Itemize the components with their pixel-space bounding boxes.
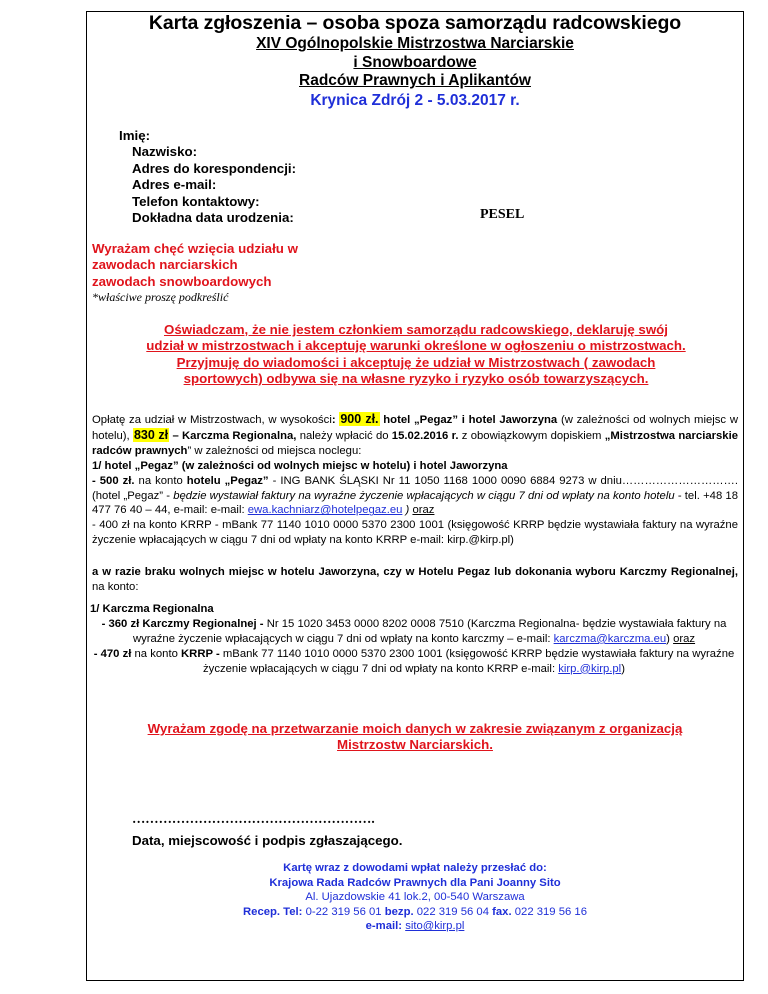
payment-text: - 500 zł. — [92, 474, 135, 487]
hotel-email-link[interactable]: ewa.kachniarz@hotelpegaz.eu — [247, 504, 403, 517]
participation-choice — [92, 241, 298, 290]
payment-text: z obowiązkowym dopiskiem — [458, 429, 605, 442]
payment-text: będzie wystawiał faktury na wyraźne życzenie wpłacających w ciągu 7 dni od wpłaty na konto hotelu — [173, 489, 675, 502]
payment-text: ) — [402, 504, 413, 517]
payment-text: hotel „Pegaz” i hotel Jaworzyna — [379, 414, 558, 426]
payment-text: Opłatę za udział w Mistrzostwach, w wysokości — [92, 414, 332, 426]
karczma-heading: 1/ Karczma Regionalna — [90, 603, 214, 615]
footer-recipient: Krajowa Rada Radców Prawnych dla Pani Joanny Sito — [269, 876, 561, 889]
signature-line: ………………………………………………. — [132, 811, 375, 826]
footer-email-link[interactable]: sito@kirp.pl — [405, 920, 465, 933]
footer-text: 022 319 56 04 — [413, 905, 493, 918]
karczma-text: - 470 zł — [93, 647, 132, 660]
footer-text: e-mail: — [365, 920, 403, 933]
signature-block — [132, 808, 402, 852]
event-name-line2: i Snowboardowe — [353, 53, 477, 71]
consent-line1: Wyrażam zgodę na przetwarzanie moich danych w zakresie związanym z organizacją — [147, 721, 683, 736]
birth-date-label: Dokładna data urodzenia: — [132, 210, 294, 226]
event-place-date: Krynica Zdrój 2 - 5.03.2017 r. — [310, 91, 520, 109]
declaration-line2: udział w mistrzostwach i akceptuję warunki określone w ogłoszeniu o mistrzostwach. — [146, 338, 686, 354]
payment-text: ” w zależności od miejsca noclegu: — [187, 444, 362, 457]
payment-text: – Karczma Regionalna, — [169, 429, 297, 442]
phone-label: Telefon kontaktowy: — [132, 193, 260, 209]
payment-text: - tel. +48 18 477 76 40 – 44, e-mail: e-mail: — [92, 489, 738, 517]
payment-section — [92, 412, 738, 548]
payment-text: (w zależności od wolnych miejsc w hotelu), — [92, 414, 738, 442]
karczma-text: na konto — [131, 647, 182, 660]
alternative-text: a w razie braku wolnych miejsc w hotelu Jaworzyna, czy w Hotelu Pegaz lub dokonania wyboru Karczmy Regionalnej, — [92, 566, 738, 578]
declaration-line1: Oświadczam, że nie jestem członkiem samorządu radcowskiego, deklaruję swój — [164, 322, 668, 337]
krrp-email-link[interactable]: kirp.@kirp.pl — [558, 662, 622, 675]
header — [86, 11, 744, 110]
underline-note: *właściwe proszę podkreślić — [92, 290, 229, 304]
declaration — [96, 322, 736, 387]
fee-amount-hotel: 900 zł. — [340, 412, 379, 426]
transfer-title: „Mistrzostwa narciarskie radców prawnych — [92, 429, 738, 457]
payment-text: na konto — [134, 474, 187, 487]
payment-paragraph — [92, 412, 738, 459]
karczma-text: ) — [666, 632, 674, 645]
footer-text: fax. — [492, 905, 512, 918]
payment-text: na konto KRRP - mBank 77 1140 1010 0000 5370 2300 1001 (księgowość KRRP będzie wystawiała faktury na wyraźne życzenie wpłacających w ciągu 7 dni od wpłaty na konto KRRP e-mail: kirp.@kirp.pl) — [92, 519, 738, 547]
payment-text: hotelu „Pegaz” — [186, 474, 269, 487]
page-title: Karta zgłoszenia – osoba spoza samorządu radcowskiego — [148, 12, 682, 34]
data-processing-consent — [92, 721, 738, 754]
address-label: Adres do korespondencji: — [132, 160, 297, 176]
karczma-email-link[interactable]: karczma@karczma.eu — [553, 632, 667, 645]
hotel-pegaz-account — [92, 474, 738, 519]
email-label: Adres e-mail: — [132, 177, 217, 193]
karczma-text: mBank 77 1140 1010 0000 5370 2300 1001 (księgowość KRRP będzie wystawiała faktury na wyraźne życzenie wpłacających w ciągu 7 dni od wpłaty na konto KRRP e-mail: — [203, 647, 735, 675]
event-name-line1: XIV Ogólnopolskie Mistrzostwa Narciarskie — [256, 35, 574, 52]
payment-text: : — [331, 414, 340, 426]
snowboard-option: zawodach snowboardowych — [92, 273, 272, 289]
participation-line1: Wyrażam chęć wzięcia udziału w — [92, 241, 298, 256]
hotel-option-heading: 1/ hotel „Pegaz” (w zależności od wolnych miejsc w hotelu) i hotel Jaworzyna — [92, 459, 508, 472]
karczma-text: ) — [621, 662, 625, 675]
footer-email — [86, 919, 744, 934]
declaration-line4: sportowych) odbywa się na własne ryzyko i ryzyko osób towarzyszących. — [183, 370, 649, 386]
krrp-account-2 — [90, 647, 738, 677]
footer-text: 022 319 56 16 — [511, 905, 587, 918]
karczma-text: - 360 zł Karczmy Regionalnej - — [101, 617, 264, 630]
footer-text: 0-22 319 56 01 — [302, 905, 385, 918]
karczma-text: KRRP - — [181, 647, 220, 660]
personal-data-fields — [119, 128, 296, 226]
karczma-text: oraz — [673, 632, 696, 645]
karczma-text: Nr 15 1020 3453 0000 8202 0008 7510 (Karczma Regionalna- będzie wystawiała faktury na wyraźne życzenie wpłacających w ciągu 7 dni od wpłaty na konto karczmy – e-mail: — [132, 617, 727, 645]
event-name-line3: Radców Prawnych i Aplikantów — [299, 72, 531, 90]
payment-text: - ING BANK ŚLĄSKI Nr 11 1050 1168 1000 0090 6884 9273 w dniu…………………………. (hotel „Pegaz” - — [92, 474, 738, 502]
first-name-label: Imię: — [119, 128, 151, 143]
alternative-text: na konto: — [92, 580, 139, 593]
footer-instruction: Kartę wraz z dowodami wpłat należy przesłać do: — [283, 862, 547, 874]
signature-label: Data, miejscowość i podpis zgłaszającego. — [132, 833, 403, 848]
karczma-account — [90, 617, 738, 647]
fee-amount-karczma: 830 zł — [133, 427, 169, 442]
footer-text: bezp. — [384, 905, 414, 918]
payment-deadline: 15.02.2016 r. — [391, 429, 459, 442]
pesel-label: PESEL — [480, 207, 525, 222]
payment-text: - 400 zł — [92, 519, 130, 532]
footer-phones — [86, 905, 744, 920]
footer-address: Al. Ujazdowskie 41 lok.2, 00-540 Warszawa — [305, 891, 525, 904]
last-name-label: Nazwisko: — [132, 144, 198, 160]
payment-text: oraz — [412, 504, 435, 517]
ski-option: zawodach narciarskich — [92, 257, 238, 273]
payment-text: należy wpłacić do — [296, 429, 392, 442]
footer-text: Recep. Tel: — [243, 905, 303, 918]
krrp-account-1 — [92, 518, 738, 548]
consent-line2: Mistrzostw Narciarskich. — [337, 737, 493, 753]
declaration-line3: Przyjmuję do wiadomości i akceptuję że udział w Mistrzostwach ( zawodach — [176, 354, 656, 370]
contact-footer — [86, 861, 744, 934]
alternative-note — [92, 565, 738, 595]
karczma-section — [90, 602, 738, 677]
